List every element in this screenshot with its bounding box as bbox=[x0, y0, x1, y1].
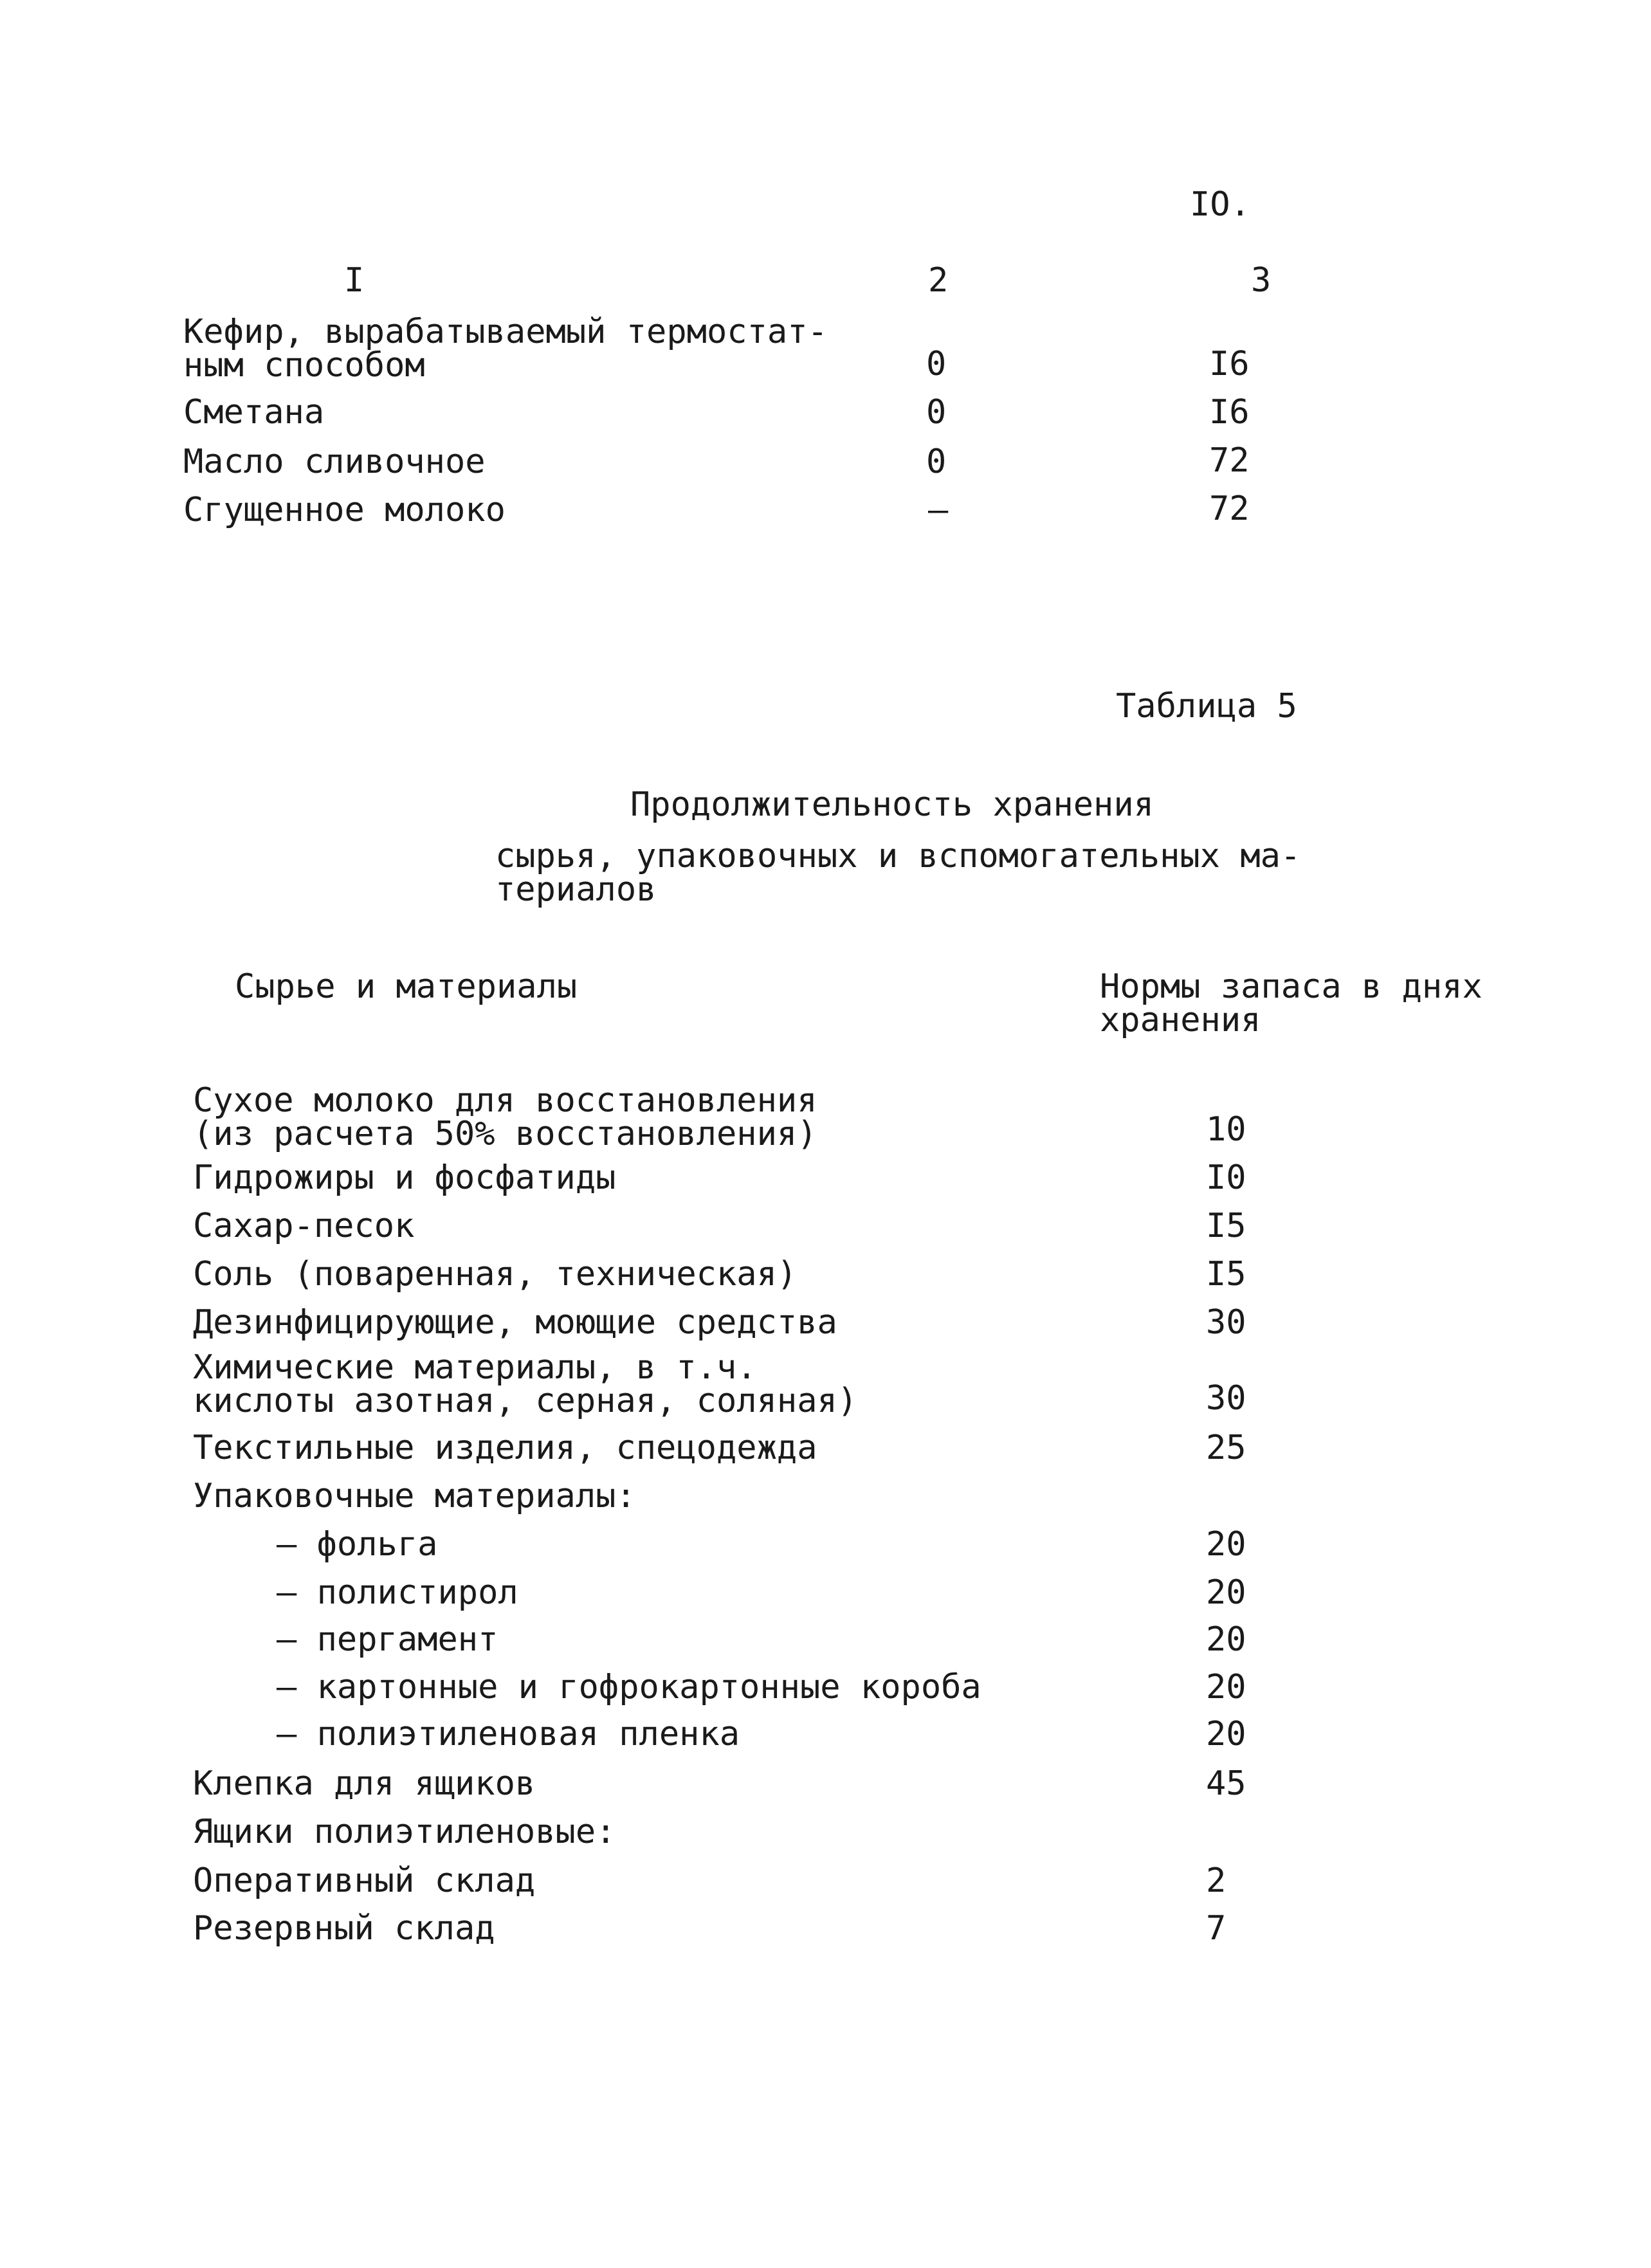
page-number: IO. bbox=[1190, 185, 1250, 224]
table-label: Таблица 5 bbox=[1116, 687, 1297, 726]
row-name: Ящики полиэтиленовые: bbox=[193, 1813, 616, 1851]
row-value: 25 bbox=[1206, 1429, 1246, 1467]
row-value: 20 bbox=[1206, 1668, 1246, 1706]
row-name: – картонные и гофрокартонные короба bbox=[277, 1668, 981, 1706]
row-value: 30 bbox=[1206, 1303, 1246, 1342]
row-col3: 72 bbox=[1209, 441, 1250, 480]
row-name: Масло сливочное bbox=[183, 443, 486, 481]
table-title: Продолжительность хранения bbox=[630, 785, 1154, 824]
column-header-materials: Сырье и материалы bbox=[235, 967, 578, 1006]
row-value: I5 bbox=[1206, 1207, 1246, 1245]
row-col3: 72 bbox=[1209, 489, 1250, 528]
row-value: 30 bbox=[1206, 1379, 1246, 1418]
row-value: 20 bbox=[1206, 1620, 1246, 1659]
row-col2: 0 bbox=[926, 393, 947, 432]
table-subtitle: сырья, упаковочных и вспомогательных ма- териалов bbox=[495, 837, 1301, 909]
row-name: – полиэтиленовая пленка bbox=[277, 1715, 740, 1753]
row-name: Сахар-песок bbox=[193, 1207, 415, 1245]
row-name: Химические материалы, в т.ч. кислоты азотная, серная, соляная) bbox=[193, 1348, 858, 1420]
row-col2: – bbox=[928, 491, 949, 529]
row-name: Текстильные изделия, спецодежда bbox=[193, 1429, 817, 1467]
row-name: Упаковочные материалы: bbox=[193, 1477, 636, 1515]
row-name: Клепка для ящиков bbox=[193, 1764, 536, 1803]
row-name: Дезинфицирующие, моющие средства bbox=[193, 1303, 837, 1342]
row-col2: 0 bbox=[926, 443, 947, 481]
column-header-norms: Нормы запаса в днях хранения bbox=[1100, 967, 1482, 1039]
row-name: Сгущенное молоко bbox=[183, 491, 506, 529]
row-value: 45 bbox=[1206, 1764, 1246, 1803]
row-name: Гидрожиры и фосфатиды bbox=[193, 1158, 616, 1197]
row-value: 20 bbox=[1206, 1715, 1246, 1753]
row-col3: I6 bbox=[1209, 393, 1250, 432]
column-header-1: I bbox=[344, 261, 365, 300]
row-value: 20 bbox=[1206, 1573, 1246, 1612]
row-name: Резервный склад bbox=[193, 1909, 495, 1948]
column-header-2: 2 bbox=[928, 261, 949, 300]
column-header-3: 3 bbox=[1251, 261, 1272, 300]
row-value: I5 bbox=[1206, 1255, 1246, 1294]
row-col3: I6 bbox=[1209, 345, 1250, 383]
row-value: I0 bbox=[1206, 1158, 1246, 1197]
row-value: 2 bbox=[1206, 1861, 1227, 1900]
row-value: 20 bbox=[1206, 1525, 1246, 1564]
row-name: Сметана bbox=[183, 393, 325, 432]
row-name: Сухое молоко для восстановления (из расчета 50% восстановления) bbox=[193, 1081, 817, 1153]
row-name: Оперативный склад bbox=[193, 1861, 536, 1900]
row-name: – пергамент bbox=[277, 1620, 498, 1659]
row-value: 7 bbox=[1206, 1909, 1227, 1948]
row-name: Кефир, вырабатываемый термостат- ным способом bbox=[183, 313, 828, 385]
row-name: – полистирол bbox=[277, 1573, 518, 1612]
row-name: Соль (поваренная, техническая) bbox=[193, 1255, 798, 1294]
row-value: 10 bbox=[1206, 1110, 1246, 1149]
row-col2: 0 bbox=[926, 345, 947, 383]
row-name: – фольга bbox=[277, 1525, 438, 1564]
